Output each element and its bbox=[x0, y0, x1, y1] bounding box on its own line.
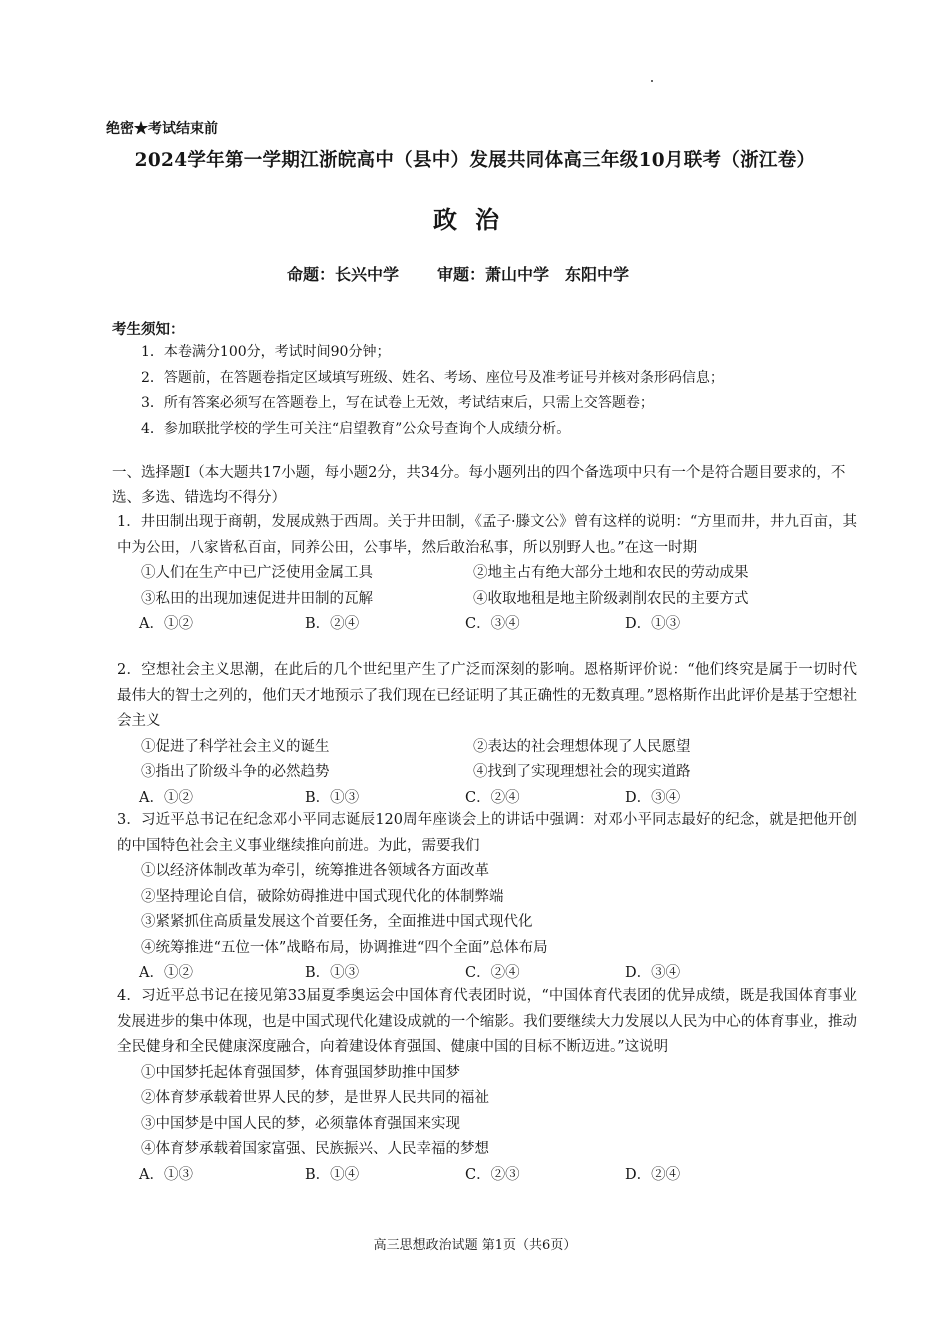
answer-choice: D．①③ bbox=[625, 616, 681, 632]
section-heading: 一、选择题Ⅰ（本大题共17小题，每小题2分，共34分。每小题列出的四个备选项中只有一个是符合题目要求的，不选、多选、错选均不得分） bbox=[112, 465, 846, 506]
notice-item: 3．所有答案必须写在答题卷上，写在试卷上无效，考试结束后，只需上交答题卷； bbox=[141, 395, 654, 411]
option-item: ③私田的出现加速促进井田制的瓦解 bbox=[141, 590, 373, 607]
option-row bbox=[117, 760, 857, 786]
page-footer: 高三思想政治试题 第1页（共6页） bbox=[373, 1238, 577, 1253]
notice-item: 4．参加联批学校的学生可关注“启望教育”公众号查询个人成绩分析。 bbox=[141, 420, 571, 437]
subject-title: 政治 bbox=[433, 205, 517, 234]
question-3 bbox=[117, 808, 857, 987]
answer-row bbox=[117, 612, 857, 638]
answer-choice: A．①③ bbox=[139, 1166, 193, 1183]
exam-title: 2024学年第一学期江浙皖高中（县中）发展共同体高三年级10月联考（浙江卷） bbox=[134, 150, 816, 171]
option-row bbox=[117, 587, 857, 613]
notice-list bbox=[141, 340, 724, 442]
answer-choice: A．①② bbox=[139, 789, 193, 806]
option-item: ②坚持理论自信，破除妨碍推进中国式现代化的体制弊端 bbox=[141, 888, 504, 905]
option-item: ①促进了科学社会主义的诞生 bbox=[141, 738, 330, 755]
option-item: ①中国梦托起体育强国梦，体育强国梦助推中国梦 bbox=[141, 1064, 460, 1081]
option-item: ①人们在生产中已广泛使用金属工具 bbox=[141, 565, 373, 581]
answer-choice: C．②③ bbox=[465, 1166, 520, 1183]
answer-choice: C．③④ bbox=[465, 616, 520, 632]
option-row bbox=[117, 735, 857, 761]
answer-choice: B．①④ bbox=[305, 1166, 360, 1183]
option-item: ②地主占有绝大部分土地和农民的劳动成果 bbox=[473, 565, 749, 581]
option-item: ④收取地租是地主阶级剥削农民的主要方式 bbox=[473, 590, 749, 607]
answer-row bbox=[117, 961, 857, 987]
question-stem: 1．井田制出现于商朝，发展成熟于西周。关于井田制，《孟子·滕文公》曾有这样的说明：“方里而井，井九百亩，其中为公田，八家皆私百亩，同养公田，公事毕，然后敢治私事，所以别野人也。”在这一时期 bbox=[117, 514, 857, 556]
option-item: ④找到了实现理想社会的现实道路 bbox=[473, 764, 691, 780]
option-row bbox=[117, 561, 857, 587]
question-1 bbox=[117, 510, 857, 638]
option-item: ③中国梦是中国人民的梦，必须靠体育强国来实现 bbox=[141, 1115, 460, 1132]
answer-choice: B．①③ bbox=[305, 965, 360, 981]
notice-heading: 考生须知： bbox=[112, 321, 185, 338]
answer-choice: A．①② bbox=[139, 965, 193, 981]
answer-choice: D．③④ bbox=[625, 789, 681, 806]
answer-choice: C．②④ bbox=[465, 789, 520, 806]
option-item: ④体育梦承载着国家富强、民族振兴、人民幸福的梦想 bbox=[141, 1141, 489, 1157]
question-2 bbox=[117, 658, 857, 811]
question-stem: 4．习近平总书记在接见第33届夏季奥运会中国体育代表团时说，“中国体育代表团的优异成绩，既是我国体育事业发展进步的集中体现，也是中国式现代化建设成就的一个缩影。我们要继续大力发展以人民为中心的体育事业，推动全民健身和全民健康深度融合，向着建设体育强国、健康中国的目标不断迈进。”这说明 bbox=[117, 988, 857, 1055]
answer-choice: B．①③ bbox=[305, 789, 360, 806]
option-item: ②体育梦承载着世界人民的梦，是世界人民共同的福祉 bbox=[141, 1090, 489, 1106]
option-item: ④统筹推进“五位一体”战略布局，协调推进“四个全面”总体布局 bbox=[141, 939, 548, 956]
answer-choice: D．②④ bbox=[625, 1166, 681, 1183]
answer-choice: D．③④ bbox=[625, 965, 681, 981]
reviewer: 审题：萧山中学 东阳中学 bbox=[437, 265, 630, 284]
option-item: ②表达的社会理想体现了人民愿望 bbox=[473, 738, 691, 755]
option-item: ③指出了阶级斗争的必然趋势 bbox=[141, 764, 330, 780]
question-stem: 3．习近平总书记在纪念邓小平同志诞辰120周年座谈会上的讲话中强调：对邓小平同志最好的纪念，就是把他开创的中国特色社会主义事业继续推向前进。为此，需要我们 bbox=[117, 812, 857, 854]
answer-choice: A．①② bbox=[139, 616, 193, 632]
answer-choice: B．②④ bbox=[305, 616, 360, 632]
question-4 bbox=[117, 984, 857, 1188]
author-line bbox=[287, 262, 629, 285]
notice-item: 1．本卷满分100分，考试时间90分钟； bbox=[141, 344, 391, 360]
answer-row bbox=[117, 1163, 857, 1189]
proposer: 命题：长兴中学 bbox=[287, 265, 400, 284]
scan-speck bbox=[651, 80, 653, 82]
option-item: ③紧紧抓住高质量发展这个首要任务，全面推进中国式现代化 bbox=[141, 914, 533, 930]
notice-item: 2．答题前，在答题卷指定区域填写班级、姓名、考场、座位号及准考证号并核对条形码信息； bbox=[141, 369, 724, 386]
confidential-label: 绝密★考试结束前 bbox=[106, 121, 218, 137]
option-item: ①以经济体制改革为牵引，统筹推进各领域各方面改革 bbox=[141, 863, 489, 879]
question-stem: 2．空想社会主义思潮，在此后的几个世纪里产生了广泛而深刻的影响。恩格斯评价说：“他们终究是属于一切时代最伟大的智士之列的，他们天才地预示了我们现在已经证明了其正确性的无数真理。”恩格斯作出此评价是基于空想社会主义 bbox=[117, 662, 857, 729]
answer-choice: C．②④ bbox=[465, 965, 520, 981]
